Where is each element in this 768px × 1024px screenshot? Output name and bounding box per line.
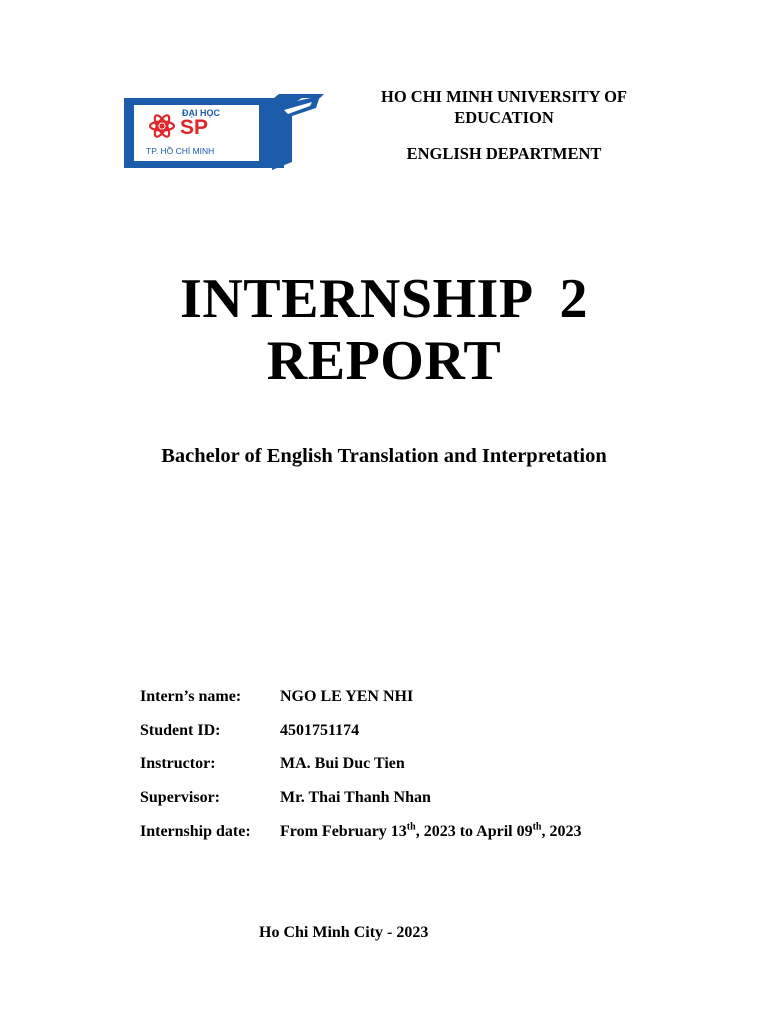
- logo-top-text: ĐẠI HỌC: [182, 108, 220, 118]
- date-part3: , 2023: [541, 822, 582, 840]
- info-row-instructor: [140, 753, 582, 787]
- student-id-label: Student ID:: [140, 721, 221, 739]
- logo-bottom-text: TP. HỒ CHÍ MINH: [146, 146, 215, 156]
- city-year-footer: Ho Chi Minh City - 2023: [259, 924, 429, 941]
- internship-date-value: [280, 821, 582, 855]
- intern-name-label: Intern’s name:: [140, 688, 242, 705]
- instructor-label: Instructor:: [140, 755, 216, 773]
- degree-subtitle: Bachelor of English Translation and Interpretation: [161, 445, 607, 467]
- institution-header: [344, 86, 664, 164]
- report-title-line2: REPORT: [266, 330, 502, 392]
- date-sup1: th: [406, 821, 416, 833]
- date-sup2: th: [532, 821, 542, 833]
- info-row-supervisor: [140, 787, 582, 821]
- date-part1: From February 13: [280, 822, 407, 840]
- intern-name-value: NGO LE YEN NHI: [280, 688, 414, 705]
- info-row-student-id: [140, 720, 582, 754]
- university-name-line2: EDUCATION: [454, 108, 554, 127]
- university-logo: [124, 94, 324, 172]
- internship-date-label: Internship date:: [140, 822, 251, 840]
- date-part2: , 2023 to April 09: [415, 822, 533, 840]
- intern-info-block: [140, 686, 582, 854]
- department-name: ENGLISH DEPARTMENT: [406, 144, 602, 163]
- supervisor-value: Mr. Thai Thanh Nhan: [280, 789, 431, 807]
- instructor-value: MA. Bui Duc Tien: [280, 755, 405, 773]
- university-name-line1: HO CHI MINH UNIVERSITY OF: [381, 87, 627, 106]
- supervisor-label: Supervisor:: [140, 789, 220, 807]
- student-id-value: 4501751174: [280, 721, 360, 739]
- report-title-line1: INTERNSHIP 2: [180, 268, 588, 330]
- info-row-intern-name: [140, 686, 582, 720]
- logo-main-text: SP: [180, 116, 209, 139]
- report-title: [0, 268, 768, 392]
- info-row-internship-date: [140, 821, 582, 855]
